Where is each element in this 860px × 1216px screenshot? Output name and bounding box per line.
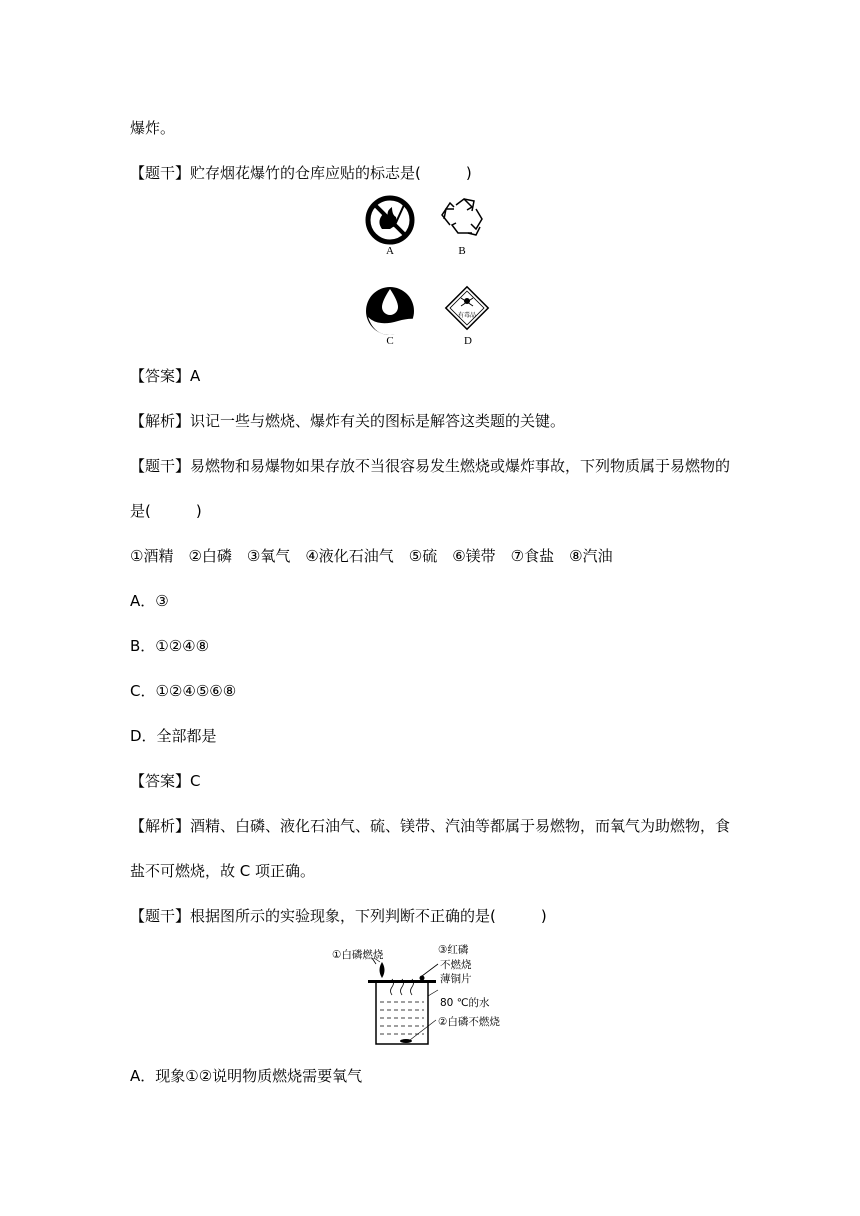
option-c: C．①②④⑤⑥⑧ <box>130 682 237 700</box>
label-copper-plate: 薄铜片 <box>440 973 472 985</box>
label-white-phosphorus-not-burning: ②白磷不燃烧 <box>438 1016 500 1028</box>
beaker-icon <box>376 983 428 1044</box>
experiment-figure <box>332 940 530 1050</box>
no-fire-sign-icon <box>368 198 412 242</box>
signs-figure <box>360 193 500 353</box>
flame-icon <box>380 962 385 978</box>
sign-label-b: B <box>458 245 466 257</box>
toxic-sign-icon <box>446 287 488 329</box>
label-hot-water: 80 ℃的水 <box>440 997 490 1009</box>
option-d: D．全部都是 <box>130 727 217 745</box>
substance-list: ①酒精 ②白磷 ③氧气 ④液化石油气 ⑤硫 ⑥镁带 ⑦食盐 ⑧汽油 <box>130 547 613 565</box>
sign-label-a: A <box>386 245 394 257</box>
question-stem-cont: 是( ) <box>130 502 202 520</box>
copper-plate <box>368 980 436 983</box>
sign-label-d: D <box>464 335 472 347</box>
question-stem: 【题干】贮存烟花爆竹的仓库应贴的标志是( ) <box>130 164 472 182</box>
signs-svg <box>360 193 500 353</box>
question-stem: 【题干】根据图所示的实验现象，下列判断不正确的是( ) <box>130 907 547 925</box>
recycle-sign-icon <box>442 199 482 235</box>
question-stem: 【题干】易燃物和易爆物如果存放不当很容易发生燃烧或爆炸事故，下列物质属于易燃物的 <box>130 457 731 475</box>
toxic-sign-text: 有毒品 <box>457 312 476 319</box>
option-b: B．①②④⑧ <box>130 637 210 655</box>
analysis-cont: 盐不可燃烧，故 C 项正确。 <box>130 862 316 880</box>
sign-label-c: C <box>386 335 394 347</box>
label-not-burning: 不燃烧 <box>440 959 472 971</box>
text-line: 爆炸。 <box>130 119 176 137</box>
analysis: 【解析】识记一些与燃烧、爆炸有关的图标是解答这类题的关键。 <box>130 412 566 430</box>
option-a: A．③ <box>130 592 169 610</box>
answer: 【答案】C <box>130 772 201 790</box>
label-red-phosphorus: ③红磷 <box>438 944 469 956</box>
water-reactive-sign-icon <box>366 287 416 335</box>
label-white-phosphorus-burns: ①白磷燃烧 <box>332 949 384 961</box>
option-a: A．现象①②说明物质燃烧需要氧气 <box>130 1067 363 1085</box>
analysis: 【解析】酒精、白磷、液化石油气、硫、镁带、汽油等都属于易燃物，而氧气为助燃物，食 <box>130 817 731 835</box>
answer: 【答案】A <box>130 367 201 385</box>
red-phosphorus <box>420 976 425 981</box>
